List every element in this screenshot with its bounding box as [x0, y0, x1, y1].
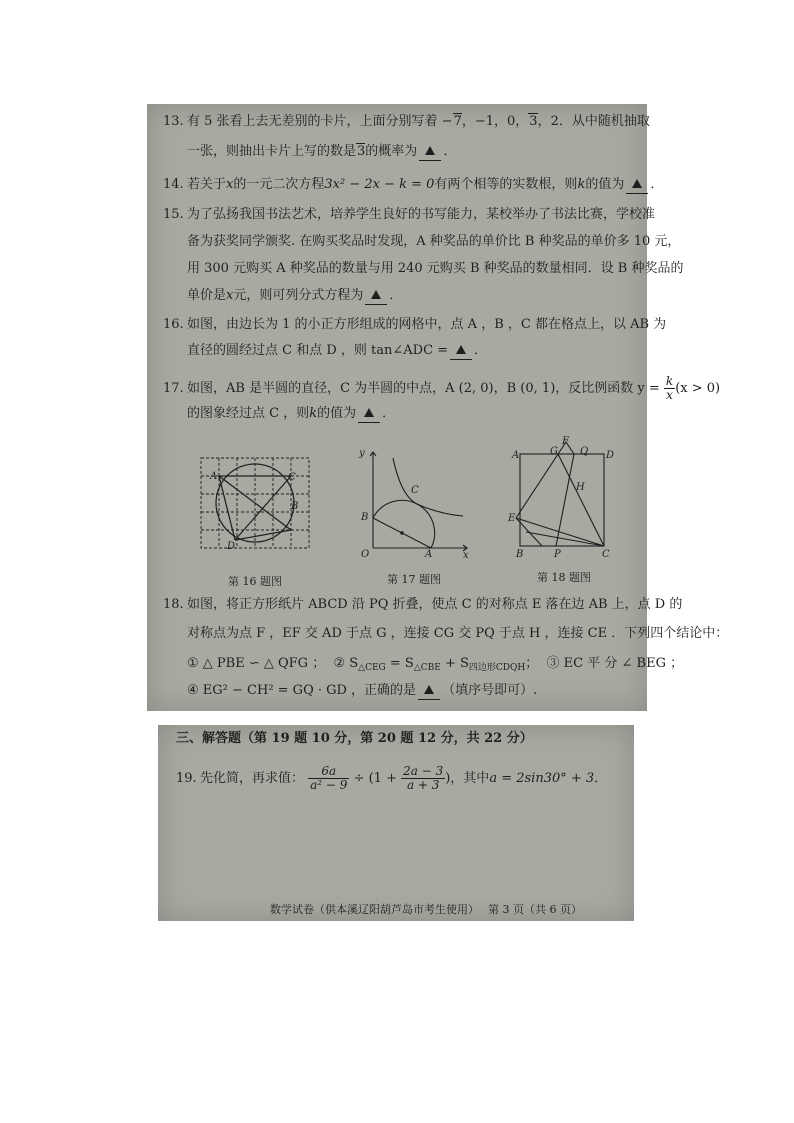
- footer-left: 数学试卷（供本溪辽阳葫芦岛市考生使用）: [270, 903, 479, 916]
- axis-x-label: x: [463, 550, 469, 558]
- label-C: C: [411, 485, 419, 496]
- label-H: H: [576, 482, 585, 493]
- figure-17-caption: 第 17 题图: [387, 573, 441, 586]
- question-15-line3: 用 300 元购买 A 种奖品的数量与用 240 元购买 B 种奖品的数量相同．设 B 种奖品的: [187, 261, 684, 276]
- section-title: 三、解答题（第 19 题 10 分，第 20 题 12 分，共 22 分）: [176, 731, 533, 746]
- label-Q: Q: [580, 446, 589, 457]
- label-F: F: [562, 436, 569, 447]
- label-C: C: [288, 472, 296, 483]
- label-A: A: [512, 450, 520, 461]
- question-18-line1: 18. 如图，将正方形纸片 ABCD 沿 PQ 折叠，使点 C 的对称点 E 落在边 AB 上，点 D 的: [163, 597, 683, 612]
- label-D: D: [606, 450, 615, 461]
- label-E: E: [508, 513, 516, 524]
- question-17-line1: 17. 如图，AB 是半圆的直径，C 为半圆的中点，A (2, 0)，B (0, 1)，反比例函数 y = $\frac{k}{x}$ (x > 0): [163, 374, 721, 402]
- question-13-line2: 一张，则抽出卡片上写的数是3的概率为 ．: [187, 144, 457, 159]
- question-13-line1: 13. 有 5 张看上去无差别的卡片，上面分别写着 −7，−1，0，3，2．从中随机抽取: [163, 114, 650, 129]
- label-A: A: [210, 471, 218, 482]
- label-P: P: [554, 549, 561, 560]
- question-16-line1: 16. 如图，由边长为 1 的小正方形组成的网格中，点 A ，B ，C 都在格点上，以 AB 为: [163, 317, 667, 332]
- question-15-line2: 备为获奖同学颁奖. 在购买奖品时发现，A 种奖品的单价比 B 种奖品的单价多 10 元，: [187, 234, 681, 249]
- label-G: G: [550, 446, 558, 457]
- answer-blank: [365, 288, 387, 305]
- axis-y-label: y: [359, 448, 365, 459]
- figure-18-caption: 第 18 题图: [537, 571, 591, 584]
- label-B: B: [361, 512, 369, 523]
- question-18-line4: ④ EG² − CH² = GQ · GD ，正确的是 （填序号即可）.: [187, 683, 538, 698]
- answer-blank: [418, 683, 440, 700]
- label-A: A: [425, 549, 433, 558]
- triangle-icon: [425, 146, 435, 155]
- label-B: B: [516, 549, 524, 560]
- question-18-line3: ① △ PBE ∽ △ QFG ； ② $S_{\triangle CEG} = S_{\triangle CBE} + S_{四边形CDQH}$； ③ EC 平 分 ∠ BEG ；: [187, 656, 684, 673]
- fraction-1: $\frac{6a}{\text{a² − 9}}$: [310, 764, 348, 792]
- answer-blank: [450, 343, 472, 360]
- exam-photo-bottom: [158, 725, 634, 921]
- figure-16: [195, 452, 315, 554]
- question-19: 19. 先化简，再求值： $\frac{6a}{\text{a² − 9}}$ ÷ (1 + $\frac{2a - 3}{a + 3}$ )，其中a = 2sin30° + 3．: [176, 764, 608, 792]
- question-16-line2: 直径的圆经过点 C 和点 D ，则 tan∠ADC = ．: [187, 343, 488, 358]
- question-18-line2: 对称点为点 F ，EF 交 AD 于点 G ，连接 CG 交 PQ 于点 H ，连接 CE ．下列四个结论中：: [187, 626, 729, 641]
- answer-blank: [419, 144, 441, 161]
- answer-blank: [626, 177, 648, 194]
- triangle-icon: [424, 685, 434, 694]
- triangle-icon: [632, 179, 642, 188]
- figure-18: [506, 436, 626, 560]
- question-number: 13.: [163, 114, 184, 129]
- question-17-line2: 的图象经过点 C ，则k的值为 ．: [187, 406, 396, 421]
- triangle-icon: [371, 290, 381, 299]
- triangle-icon: [456, 345, 466, 354]
- fraction-k-over-x: $\frac{k}{x}$: [665, 374, 674, 402]
- label-C: C: [602, 549, 610, 560]
- fraction-2: $\frac{2a - 3}{a + 3}$: [403, 764, 444, 792]
- label-B: B: [291, 501, 299, 512]
- answer-blank: [358, 406, 380, 423]
- question-15-line1: 15. 为了弘扬我国书法艺术，培养学生良好的书写能力，某校举办了书法比赛，学校准: [163, 207, 656, 222]
- question-14: 14. 若关于x的一元二次方程3x² − 2x − k = 0有两个相等的实数根，则k的值为 ．: [163, 177, 664, 192]
- label-O: O: [361, 549, 370, 558]
- triangle-icon: [364, 408, 374, 417]
- footer-right: 第 3 页（共 6 页）: [488, 903, 582, 916]
- figure-16-caption: 第 16 题图: [228, 575, 282, 588]
- label-D: D: [227, 541, 236, 552]
- question-15-line4: 单价是x元，则可列分式方程为 ．: [187, 288, 403, 303]
- figure-17: [355, 446, 475, 558]
- center-point: [400, 531, 404, 535]
